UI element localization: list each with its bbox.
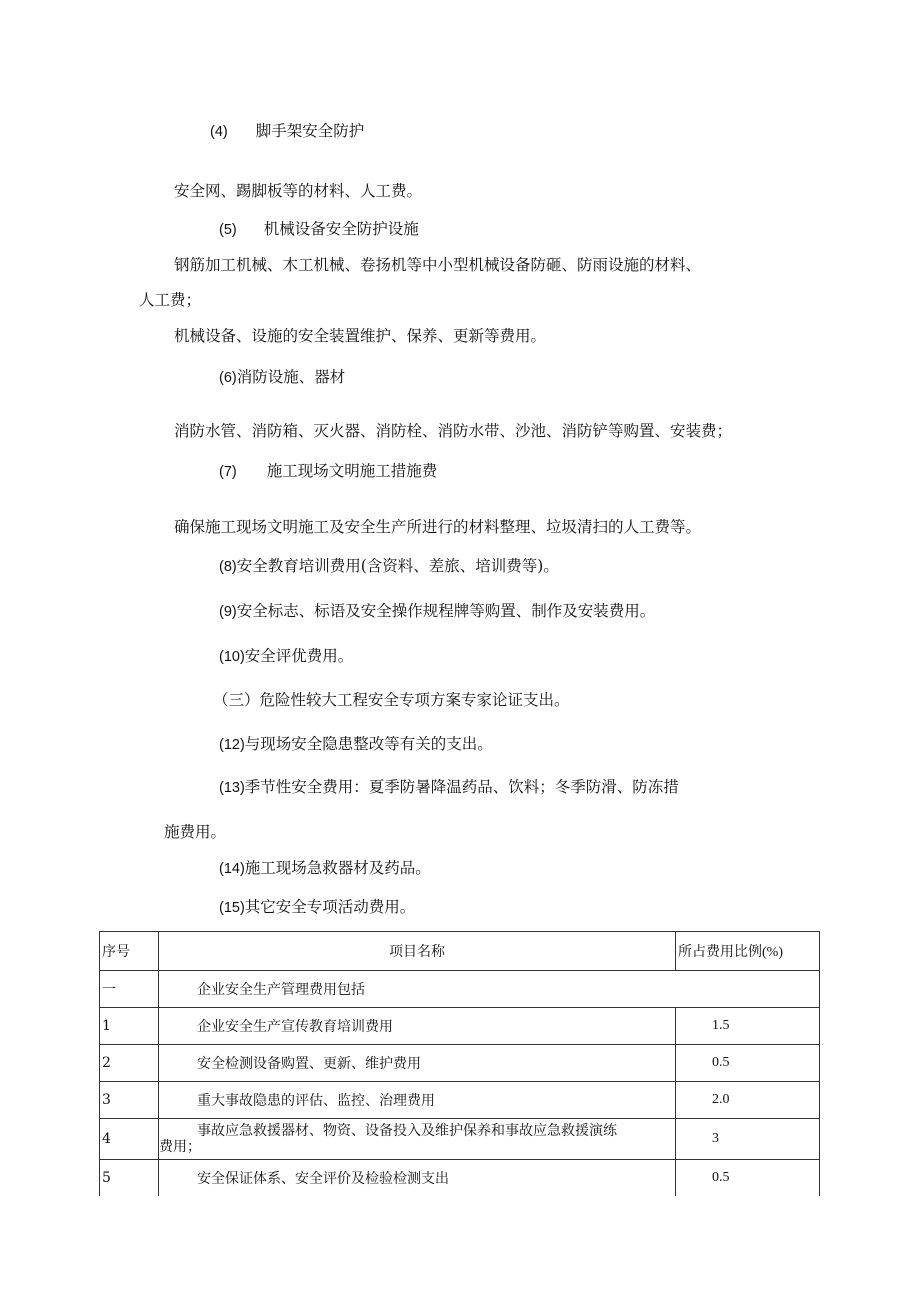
item-7-heading [219,461,437,482]
row-cost-ratio: 1.5 [676,1008,820,1045]
item-14-number: (14) [219,861,245,877]
header-cost-ratio: 所占费用比例(%) [676,932,820,971]
item-8-number: (8) [219,559,237,575]
item-7-number: (7) [219,464,237,480]
item-10 [219,646,353,667]
item-10-text: 安全评优费用。 [244,647,354,665]
item-9-number: (9) [219,604,237,620]
item-6-body: 消防水管、消防箱、灭火器、消防栓、消防水带、沙池、消防铲等购置、安装费； [174,422,733,440]
row-item-name [159,1119,676,1160]
item-15 [219,897,415,918]
row-index: 5 [100,1160,159,1197]
item-9 [219,601,655,622]
item-4-title: 脚手架安全防护 [255,122,365,140]
table-row [100,1082,820,1119]
item-14 [219,858,431,879]
section-title: 企业安全生产管理费用包括 [159,971,820,1008]
item-5-number: (5) [219,222,237,238]
item-14-text: 施工现场急救器材及药品。 [244,859,431,877]
item-13-text: 季节性安全费用：夏季防暑降温药品、饮料；冬季防滑、防冻措 [244,778,679,796]
row-index: 4 [100,1119,159,1160]
item-8 [219,556,559,577]
item-6-heading [219,367,345,388]
row-item-name-line-2: 费用； [159,1139,201,1155]
row-cost-ratio: 2.0 [676,1082,820,1119]
table-row [100,1008,820,1045]
item-15-text: 其它安全专项活动费用。 [244,898,416,916]
header-index: 序号 [100,932,159,971]
row-index: 3 [100,1082,159,1119]
row-item-name: 企业安全生产宣传教育培训费用 [159,1008,676,1045]
row-item-name: 安全保证体系、安全评价及检验检测支出 [159,1160,676,1197]
item-4-body: 安全网、踢脚板等的材料、人工费。 [174,182,423,200]
table-row [100,1045,820,1082]
item-13-line-1 [219,777,679,798]
table-row [100,1119,820,1160]
row-index: 2 [100,1045,159,1082]
item-6-number: (6) [219,370,237,386]
item-10-number: (10) [219,649,245,665]
row-cost-ratio: 3 [676,1119,820,1160]
cost-ratio-table [99,931,820,1196]
item-5-heading [219,219,419,240]
section-3-heading: （三）危险性较大工程安全专项方案专家论证支出。 [213,691,570,709]
section-index: 一 [100,971,159,1008]
item-6-title: 消防设施、器材 [236,368,346,386]
item-5-body-line-3: 机械设备、设施的安全装置维护、保养、更新等费用。 [174,327,547,345]
table-row [100,1160,820,1197]
item-7-title: 施工现场文明施工措施费 [266,462,438,480]
item-5-body-line-2: 人工费； [139,291,202,309]
item-9-text: 安全标志、标语及安全操作规程牌等购置、制作及安装费用。 [236,602,656,620]
item-13-number: (13) [219,780,245,796]
row-item-name: 安全检测设备购置、更新、维护费用 [159,1045,676,1082]
table-section-row [100,971,820,1008]
item-4-heading [210,121,364,142]
row-index: 1 [100,1008,159,1045]
item-12-text: 与现场安全隐患整改等有关的支出。 [244,735,493,753]
item-4-number: (4) [210,124,228,140]
item-12-number: (12) [219,737,245,753]
row-cost-ratio: 0.5 [676,1045,820,1082]
row-item-name: 重大事故隐患的评估、监控、治理费用 [159,1082,676,1119]
item-7-body: 确保施工现场文明施工及安全生产所进行的材料整理、垃圾清扫的人工费等。 [174,518,702,536]
table-header-row [100,932,820,971]
item-8-text: 安全教育培训费用(含资料、差旅、培训费等)。 [236,557,559,575]
item-5-title: 机械设备安全防护设施 [263,220,419,238]
item-5-body-line-1: 钢筋加工机械、木工机械、卷扬机等中小型机械设备防砸、防雨设施的材料、 [174,256,702,274]
item-13-line-2: 施费用。 [164,823,227,841]
header-item-name: 项目名称 [159,932,676,971]
row-cost-ratio: 0.5 [676,1160,820,1197]
item-15-number: (15) [219,900,245,916]
row-item-name-line-1: 事故应急救援器材、物资、设备投入及维护保养和事故应急救援演练 [197,1123,617,1139]
item-12 [219,734,493,755]
